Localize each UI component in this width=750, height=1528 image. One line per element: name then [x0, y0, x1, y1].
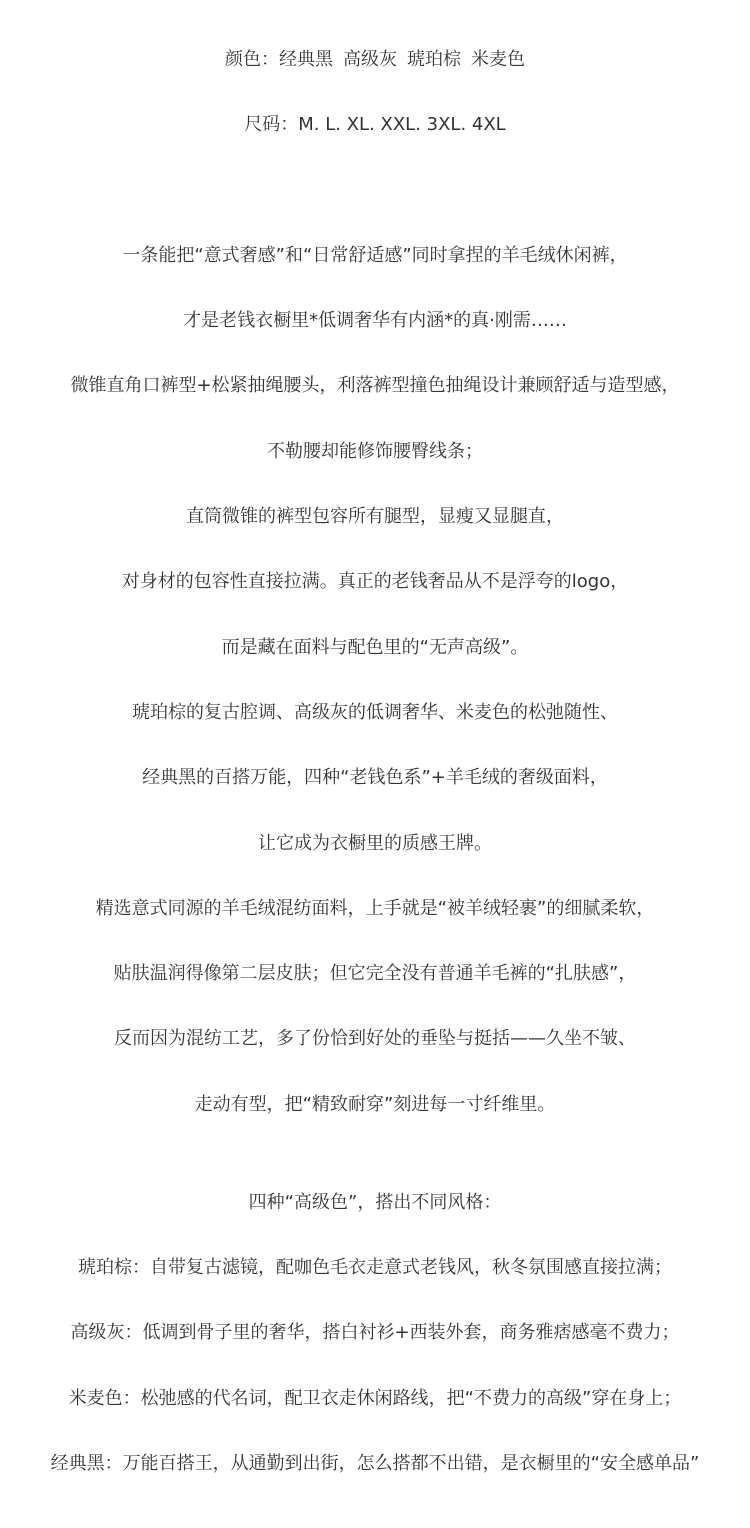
description-line: 一条能把“意式奢感”和“日常舒适感”同时拿捏的羊毛绒休闲裤， — [122, 244, 628, 266]
color-option-black: 经典黑 — [279, 49, 333, 70]
description-line: 直筒微锥的裤型包容所有腿型，显瘦又显腿直， — [186, 506, 564, 528]
color-option-oat: 米麦色 — [471, 49, 525, 70]
description-line: 琥珀棕的复古腔调、高级灰的低调奢华、米麦色的松弛随性、 — [132, 701, 618, 723]
color-option-grey: 高级灰 — [343, 49, 397, 70]
styling-item-grey: 高级灰：低调到骨子里的奢华，搭白衬衫+西装外套，商务雅痞感毫不费力； — [70, 1322, 680, 1344]
description-line: 而是藏在面料与配色里的“无声高级”。 — [221, 636, 529, 658]
size-options-line — [0, 92, 750, 157]
styling-item-oat: 米麦色：松弛感的代名词，配卫衣走休闲路线，把“不费力的高级”穿在身上； — [68, 1387, 682, 1409]
description-line: 经典黑的百搭万能，四种“老钱色系”+羊毛绒的奢级面料， — [142, 767, 608, 789]
description-line: 走动有型，把“精致耐穿”刻进每一寸纤维里。 — [194, 1093, 556, 1115]
styling-heading: 四种“高级色”，搭出不同风格： — [248, 1191, 502, 1213]
styling-item-black: 经典黑：万能百搭王，从通勤到出街，怎么搭都不出错，是衣橱里的“安全感单品” — [50, 1452, 700, 1474]
description-line: 反而因为混纺工艺，多了份恰到好处的垂坠与挺括——久坐不皱、 — [114, 1028, 636, 1050]
size-label: 尺码： — [244, 114, 299, 136]
description-section — [0, 223, 750, 1137]
size-values: M. L. XL. XXL. 3XL. 4XL — [298, 114, 506, 136]
color-option-amber-brown: 琥珀棕 — [407, 49, 461, 70]
styling-item-amber-brown: 琥珀棕：自带复古滤镜，配咖色毛衣走意式老钱风，秋冬氛围感直接拉满； — [78, 1256, 672, 1278]
description-line: 对身材的包容性直接拉满。真正的老钱奢品从不是浮夸的logo， — [121, 571, 629, 593]
description-line: 才是老钱衣橱里*低调奢华有内涵*的真·刚需…… — [183, 310, 567, 332]
product-spec — [0, 27, 750, 158]
description-line: 不勒腰却能修饰腰臀线条； — [267, 440, 483, 462]
description-line: 让它成为衣橱里的质感王牌。 — [258, 832, 492, 854]
description-line: 精选意式同源的羊毛绒混纺面料，上手就是“被羊绒轻裹”的细腻柔软， — [95, 897, 655, 919]
color-label: 颜色： — [225, 49, 279, 70]
description-line: 贴肤温润得像第二层皮肤；但它完全没有普通羊毛裤的“扎肤感”， — [113, 963, 637, 985]
color-options-line — [0, 27, 750, 92]
description-line: 微锥直角口裤型+松紧抽绳腰头，利落裤型撞色抽绳设计兼顾舒适与造型感， — [70, 375, 680, 397]
color-styling-section — [0, 1170, 750, 1496]
